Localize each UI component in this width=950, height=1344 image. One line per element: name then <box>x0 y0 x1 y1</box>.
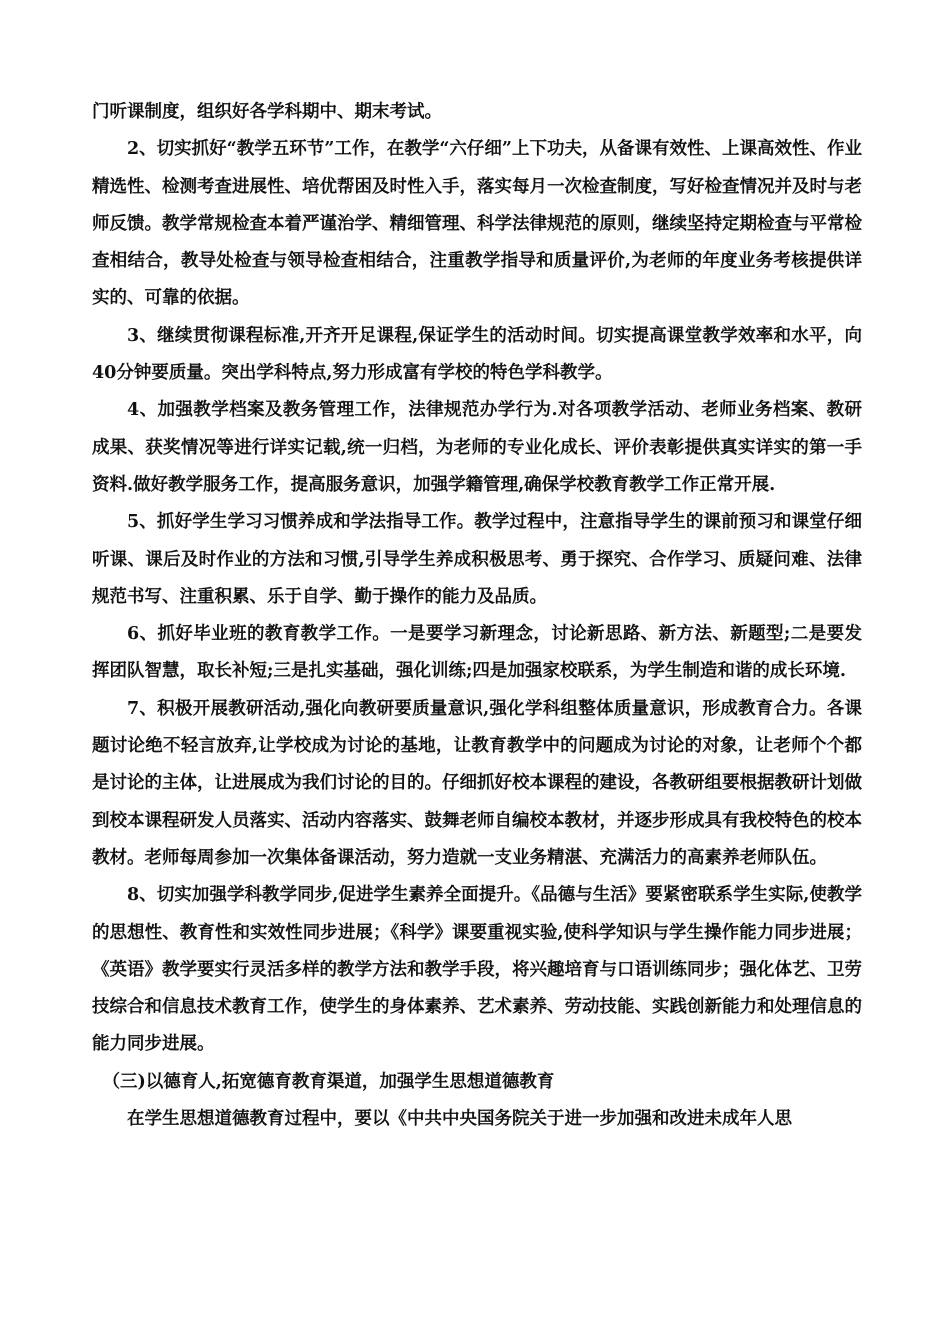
paragraph-item-2: 2、切实抓好“教学五环节”工作，在教学“六仔细”上下功夫，从备课有效性、上课高效性、作业精选性、检测考查进展性、培优帮困及时性入手，落实每月一次检查制度，写好检查情况并及时与老师反馈。教学常规检查本着严谨治学、精细管理、科学法律规范的原则，继续坚持定期检查与平常检查相结合，教导处检查与领导检查相结合，注重教学指导和质量评价,为老师的年度业务考核提供详实的、可靠的依据。 <box>92 139 862 309</box>
paragraph-item-4: 4、加强教学档案及教务管理工作，法律规范办学行为.对各项教学活动、老师业务档案、教研成果、获奖情况等进行详实记载,统一归档，为老师的专业化成长、评价表彰提供真实详实的第一手资料.做好教学服务工作，提高服务意识，加强学籍管理,确保学校教育教学工作正常开展. <box>92 400 862 495</box>
section-heading-3: （三)以德育人,拓宽德育教育渠道，加强学生思想道德教育 <box>102 1071 555 1092</box>
paragraph-item-7: 7、积极开展教研活动,强化向教研要质量意识,强化学科组整体质量意识，形成教育合力。各课题讨论绝不轻言放弃,让学校成为讨论的基地，让教育教学中的问题成为讨论的对象，让老师个个都是讨论的主体，让进展成为我们讨论的目的。仔细抓好校本课程的建设，各教研组要根据教研计划做到校本课程研发人员落实、活动内容落实、鼓舞老师自编校本教材，并逐步形成具有我校特色的校本教材。老师每周参加一次集体备课活动，努力造就一支业务精湛、充满活力的高素养老师队伍。 <box>92 698 862 868</box>
paragraph-item-3: 3、继续贯彻课程标准,开齐开足课程,保证学生的活动时间。切实提高课堂教学效率和水平，向40分钟要质量。突出学科特点,努力形成富有学校的特色学科教学。 <box>92 325 862 384</box>
paragraph-moral-education: 在学生思想道德教育过程中，要以《中共中央国务院关于进一步加强和改进未成年人思 <box>127 1109 792 1130</box>
paragraph-item-6: 6、抓好毕业班的教育教学工作。一是要学习新理念，讨论新思路、新方法、新题型;二是要发挥团队智慧，取长补短;三是扎实基础，强化训练;四是加强家校联系，为学生制造和谐的成长环境. <box>92 624 862 682</box>
paragraph-item-8: 8、切实加强学科教学同步,促进学生素养全面提升。《品德与生活》要紧密联系学生实际,使教学的思想性、教育性和实效性同步进展；《科学》课要重视实验,使科学知识与学生操作能力同步进展；《英语》教学要实行灵活多样的教学方法和教学手段，将兴趣培育与口语训练同步；强化体艺、卫劳技综合和信息技术教育工作，使学生的身体素养、艺术素养、劳动技能、实践创新能力和处理信息的能力同步进展。 <box>92 885 862 1055</box>
paragraph-continuation: 门听课制度，组织好各学科期中、期末考试。 <box>92 102 442 122</box>
paragraph-item-5: 5、抓好学生学习习惯养成和学法指导工作。教学过程中，注意指导学生的课前预习和课堂仔细听课、课后及时作业的方法和习惯,引导学生养成积极思考、勇于探究、合作学习、质疑问难、法律规范书写、注重积累、乐于自学、勤于操作的能力及品质。 <box>92 512 862 607</box>
document-body <box>92 94 862 1138</box>
